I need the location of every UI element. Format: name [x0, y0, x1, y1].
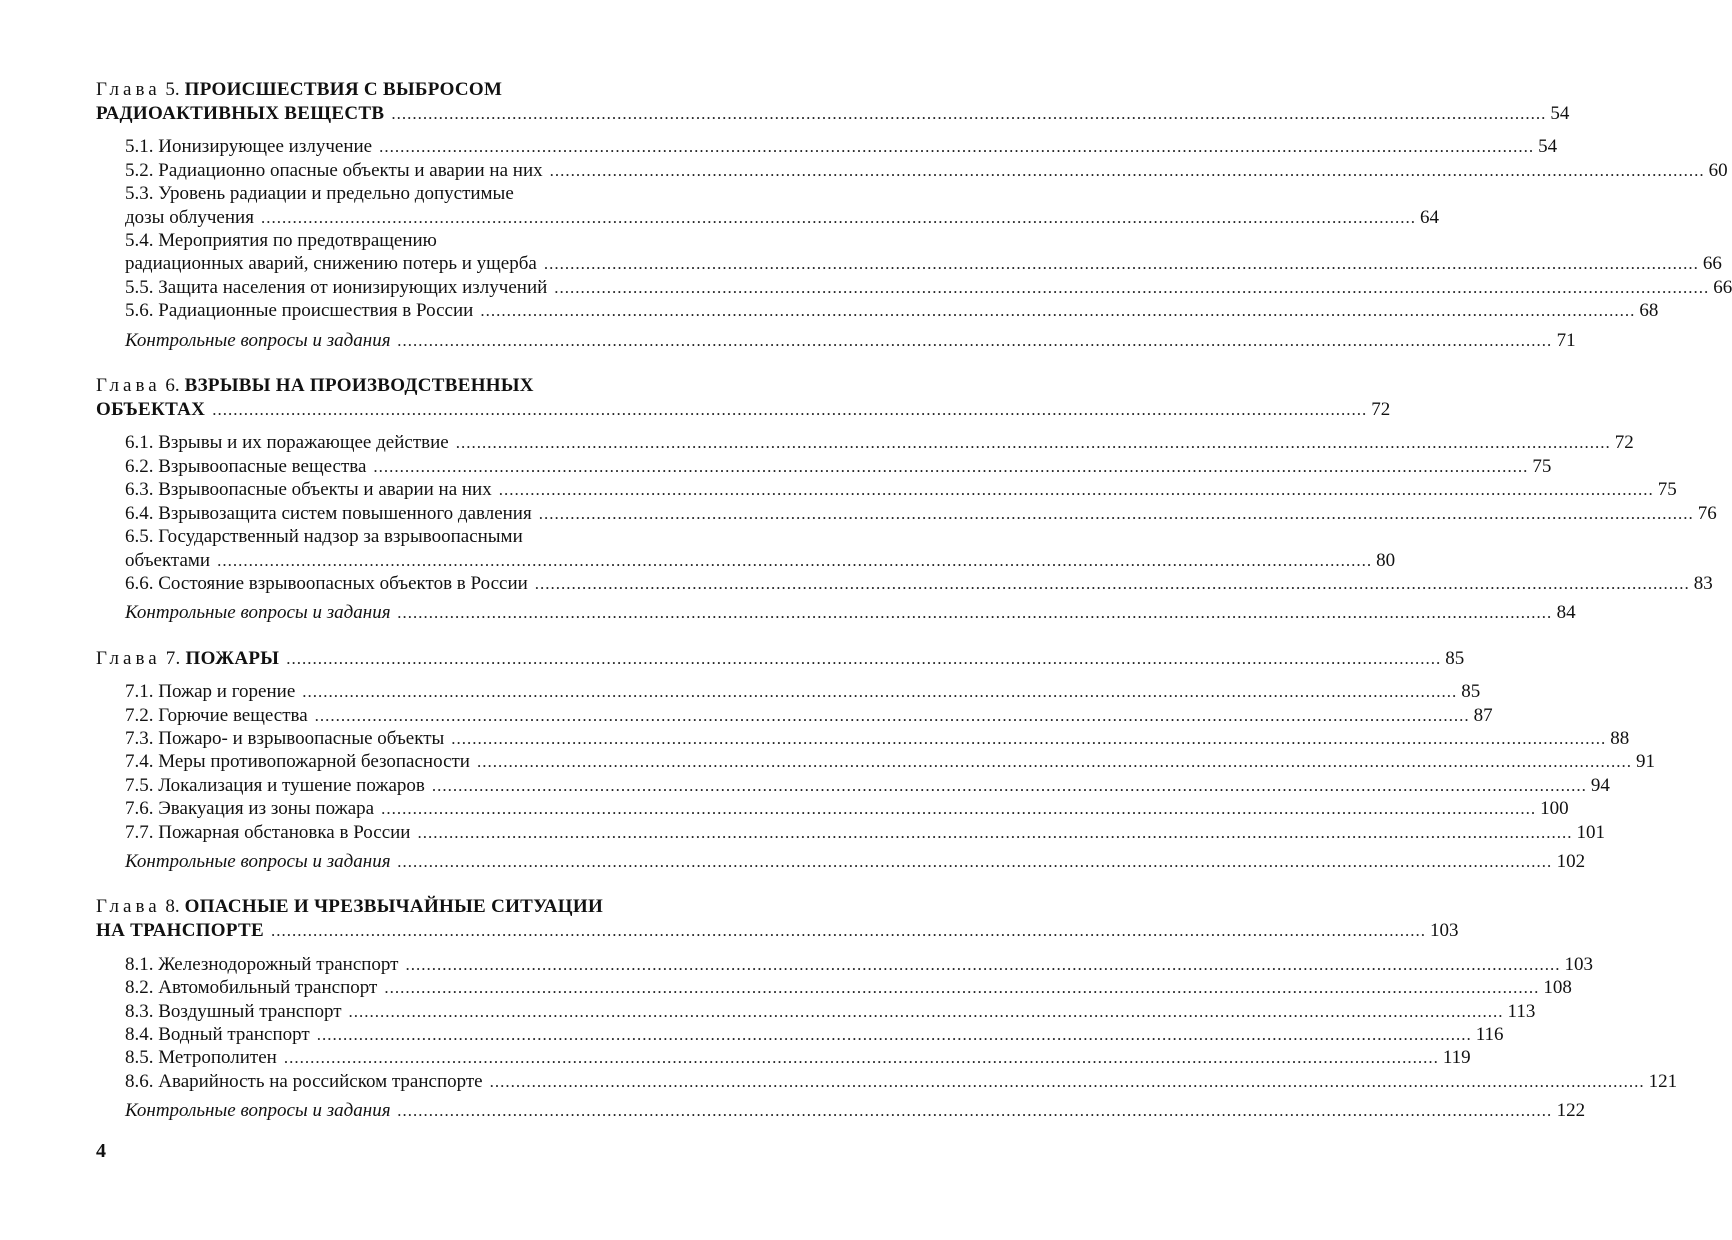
chapter-entry[interactable]	[96, 919, 1459, 942]
dot-leader: ............................................................................................................................................................................................................................	[270, 921, 1426, 941]
toc-section	[96, 478, 1677, 501]
chapter-number: 8.	[165, 896, 180, 918]
toc-entry[interactable]	[125, 431, 1634, 454]
toc-entry-title: 8.4. Водный транспорт	[125, 1024, 310, 1045]
chapter-heading-line	[96, 78, 726, 102]
questions-entry[interactable]	[96, 601, 1576, 624]
dot-leader: ............................................................................................................................................................................................................................	[381, 799, 1537, 819]
toc-entry-page: 108	[1543, 977, 1572, 999]
chapter-title: ПОЖАРЫ	[185, 647, 280, 669]
toc-entry[interactable]	[125, 159, 1728, 182]
chapter-entry[interactable]	[96, 647, 1465, 670]
toc-entry-title: радиационных аварий, снижению потерь и ущерба	[125, 253, 537, 275]
chapter-title: ОПАСНЫЕ И ЧРЕЗВЫЧАЙНЫЕ СИТУАЦИИ	[184, 896, 604, 918]
toc-section	[96, 1046, 1471, 1069]
dot-leader: ............................................................................................................................................................................................................................	[534, 573, 1690, 593]
dot-leader: ............................................................................................................................................................................................................................	[476, 752, 1632, 772]
toc-entry-page: 66	[1702, 253, 1722, 275]
toc-entry[interactable]	[125, 276, 1732, 299]
toc-entry-title: 6.6. Состояние взрывоопасных объектов в России	[125, 572, 528, 594]
toc-entry-page: 85	[1461, 681, 1481, 703]
toc-entry-title: 7.4. Меры противопожарной безопасности	[125, 751, 470, 773]
chapter-heading	[96, 895, 1459, 942]
toc-entry-title: 5.6. Радиационные происшествия в России	[125, 300, 474, 322]
chapter-7	[96, 647, 1655, 874]
toc-entry-page: 60	[1708, 159, 1728, 181]
toc-entry[interactable]	[125, 455, 1552, 478]
dot-leader: ............................................................................................................................................................................................................................	[316, 1025, 1472, 1044]
chapter-entry[interactable]	[96, 398, 1391, 421]
toc-entry[interactable]	[125, 774, 1610, 797]
toc-entry-title: 6.1. Взрывы и их поражающее действие	[125, 432, 449, 454]
toc-entry[interactable]	[125, 549, 1396, 572]
chapter-number: 6.	[165, 375, 180, 397]
toc-section	[96, 953, 1593, 976]
toc-entry-title: 6.3. Взрывоопасные объекты и аварии на них	[125, 479, 492, 501]
chapter-entry[interactable]	[96, 102, 1570, 125]
toc-section	[96, 455, 1552, 478]
toc-entry-page: 68	[1639, 300, 1659, 322]
toc-entry[interactable]	[125, 797, 1569, 820]
toc-entry[interactable]	[125, 299, 1659, 322]
dot-leader: ............................................................................................................................................................................................................................	[397, 330, 1553, 350]
chapter-heading-line	[96, 374, 726, 398]
dot-leader: ............................................................................................................................................................................................................................	[379, 137, 1535, 157]
chapter-entry-page: 103	[1429, 920, 1459, 942]
questions-entry[interactable]	[96, 329, 1576, 352]
chapter-8	[96, 895, 1678, 1122]
chapter-5	[96, 78, 1732, 352]
toc-entry[interactable]	[125, 704, 1493, 727]
dot-leader: ............................................................................................................................................................................................................................	[348, 1001, 1504, 1021]
page-number: 4	[96, 1140, 106, 1162]
toc-entry[interactable]	[125, 750, 1655, 773]
dot-leader: ............................................................................................................................................................................................................................	[538, 503, 1694, 523]
dot-leader: ............................................................................................................................................................................................................................	[480, 301, 1636, 321]
toc-entry-title: 8.6. Аварийность на российском транспорте	[125, 1070, 483, 1092]
toc-entry-page: 100	[1540, 798, 1569, 820]
toc-entry-title: 5.1. Ионизирующее излучение	[125, 136, 373, 158]
dot-leader: ............................................................................................................................................................................................................................	[554, 277, 1710, 297]
toc-entry-page: 91	[1635, 751, 1655, 773]
toc-entry[interactable]	[125, 821, 1605, 844]
questions-entry-title: Контрольные вопросы и задания	[125, 850, 391, 872]
toc-entry-title: 8.1. Железнодорожный транспорт	[125, 953, 399, 975]
toc-entry-page: 113	[1507, 1000, 1536, 1022]
chapter-6	[96, 374, 1717, 625]
toc-section	[96, 976, 1572, 999]
toc-entry-page: 66	[1713, 276, 1732, 298]
chapter-heading-line	[96, 895, 726, 919]
chapter-label: Глава	[96, 647, 161, 669]
toc-entry[interactable]	[125, 976, 1572, 999]
dot-leader: ............................................................................................................................................................................................................................	[431, 775, 1587, 795]
dot-leader: ............................................................................................................................................................................................................................	[314, 705, 1470, 725]
toc-entry-title: 7.1. Пожар и горение	[125, 681, 296, 703]
questions-entry-page: 102	[1556, 850, 1586, 872]
chapter-title: ВЗРЫВЫ НА ПРОИЗВОДСТВЕННЫХ	[184, 375, 534, 397]
dot-leader: ............................................................................................................................................................................................................................	[549, 160, 1705, 180]
toc-entry-title: 5.5. Защита населения от ионизирующих излучений	[125, 276, 548, 298]
dot-leader: ............................................................................................................................................................................................................................	[405, 954, 1561, 974]
toc-section	[96, 502, 1717, 525]
questions-entry[interactable]	[96, 850, 1586, 873]
toc-entry-title: 6.4. Взрывозащита систем повышенного давления	[125, 502, 532, 524]
toc-entry-title: 8.3. Воздушный транспорт	[125, 1000, 342, 1022]
toc-section	[96, 299, 1659, 322]
toc-entry[interactable]	[125, 953, 1593, 976]
toc-section	[96, 704, 1493, 727]
questions-entry-title: Контрольные вопросы и задания	[125, 329, 391, 351]
toc-entry-page: 101	[1576, 821, 1605, 843]
dot-leader: ............................................................................................................................................................................................................................	[543, 254, 1699, 274]
questions-entry-title: Контрольные вопросы и задания	[125, 1100, 391, 1122]
toc-entry-title: 7.6. Эвакуация из зоны пожара	[125, 798, 375, 820]
table-of-contents	[96, 78, 1732, 1145]
chapter-entry-title	[96, 647, 279, 670]
dot-leader: ............................................................................................................................................................................................................................	[302, 682, 1458, 702]
chapter-number: 5.	[165, 79, 180, 100]
chapter-entry-title: ОБЪЕКТАХ	[96, 399, 206, 421]
questions-entry[interactable]	[96, 1099, 1586, 1122]
toc-entry[interactable]	[125, 478, 1677, 501]
toc-entry[interactable]	[125, 206, 1439, 229]
questions-entry-page: 71	[1556, 329, 1576, 351]
dot-leader: ............................................................................................................................................................................................................................	[373, 456, 1529, 476]
chapter-entry-title: НА ТРАНСПОРТЕ	[96, 920, 264, 942]
toc-entry-line: 6.5. Государственный надзор за взрывоопасными	[125, 526, 523, 548]
toc-entry-page: 64	[1419, 206, 1439, 228]
toc-entry-page: 119	[1442, 1047, 1471, 1069]
toc-entry[interactable]	[125, 502, 1717, 525]
dot-leader: ............................................................................................................................................................................................................................	[417, 822, 1573, 842]
dot-leader: ............................................................................................................................................................................................................................	[212, 400, 1368, 420]
dot-leader: ............................................................................................................................................................................................................................	[283, 1048, 1439, 1068]
toc-entry-page: 94	[1590, 774, 1610, 796]
toc-section	[96, 572, 1713, 595]
dot-leader: ............................................................................................................................................................................................................................	[397, 851, 1553, 871]
toc-section	[96, 750, 1655, 773]
chapter-entry-page: 85	[1445, 647, 1465, 669]
chapter-heading	[96, 374, 1391, 421]
chapter-entry-page: 54	[1550, 103, 1570, 124]
dot-leader: ............................................................................................................................................................................................................................	[489, 1071, 1645, 1091]
toc-entry-page: 116	[1475, 1024, 1504, 1045]
toc-entry-page: 103	[1564, 953, 1593, 975]
toc-entry-line: 5.4. Мероприятия по предотвращению	[125, 230, 437, 252]
toc-entry[interactable]	[125, 727, 1630, 750]
toc-entry-title: 7.5. Локализация и тушение пожаров	[125, 774, 425, 796]
dot-leader: ............................................................................................................................................................................................................................	[498, 480, 1654, 500]
chapter-label: Глава	[96, 79, 161, 100]
toc-entry-page: 88	[1610, 727, 1630, 749]
toc-entry-title: объектами	[125, 549, 211, 571]
chapter-entry-title: РАДИОАКТИВНЫХ ВЕЩЕСТВ	[96, 103, 385, 124]
toc-section	[96, 821, 1605, 844]
toc-entry[interactable]	[125, 1046, 1471, 1069]
dot-leader: ............................................................................................................................................................................................................................	[397, 1101, 1553, 1121]
chapter-number: 7.	[165, 647, 181, 669]
dot-leader: ............................................................................................................................................................................................................................	[384, 978, 1540, 998]
toc-section	[96, 680, 1481, 703]
toc-section	[96, 229, 1722, 276]
toc-entry-title: дозы облучения	[125, 206, 254, 228]
toc-entry[interactable]	[125, 680, 1481, 703]
toc-entry-title: 7.7. Пожарная обстановка в России	[125, 821, 411, 843]
toc-section	[96, 525, 1396, 572]
dot-leader: ............................................................................................................................................................................................................................	[217, 550, 1373, 570]
chapter-title: ПРОИСШЕСТВИЯ С ВЫБРОСОМ	[184, 79, 503, 100]
chapter-entry-page: 72	[1371, 399, 1391, 421]
dot-leader: ............................................................................................................................................................................................................................	[260, 207, 1416, 227]
toc-section	[96, 1000, 1536, 1023]
chapter-label: Глава	[96, 375, 161, 397]
toc-section	[96, 182, 1439, 229]
toc-entry-page: 87	[1473, 704, 1493, 726]
questions-entry-page: 122	[1556, 1100, 1586, 1122]
toc-section	[96, 797, 1569, 820]
toc-entry-title: 6.2. Взрывоопасные вещества	[125, 455, 367, 477]
dot-leader: ............................................................................................................................................................................................................................	[397, 603, 1553, 623]
toc-entry[interactable]	[125, 572, 1713, 595]
toc-entry-page: 75	[1532, 455, 1552, 477]
toc-entry-title: 7.3. Пожаро- и взрывоопасные объекты	[125, 727, 445, 749]
toc-entry-page: 54	[1538, 136, 1558, 158]
questions-entry-title: Контрольные вопросы и задания	[125, 602, 391, 624]
dot-leader: ............................................................................................................................................................................................................................	[391, 104, 1547, 123]
toc-section	[96, 774, 1610, 797]
toc-section	[96, 276, 1732, 299]
toc-entry-page: 83	[1693, 572, 1713, 594]
toc-section	[96, 135, 1558, 158]
toc-entry[interactable]	[125, 1023, 1504, 1046]
toc-entry-page: 72	[1614, 432, 1634, 454]
toc-section	[96, 431, 1634, 454]
toc-section	[96, 1023, 1504, 1046]
toc-entry-page: 121	[1648, 1070, 1678, 1092]
toc-entry[interactable]	[125, 1000, 1536, 1023]
toc-section	[96, 1070, 1678, 1093]
chapter-label: Глава	[96, 896, 161, 918]
chapter-heading	[96, 78, 1570, 125]
dot-leader: ............................................................................................................................................................................................................................	[286, 648, 1442, 668]
toc-entry-page: 75	[1657, 479, 1677, 501]
toc-entry-line: 5.3. Уровень радиации и предельно допустимые	[125, 183, 514, 205]
chapter-heading	[96, 647, 1465, 670]
toc-section	[96, 159, 1728, 182]
toc-entry[interactable]	[125, 135, 1558, 158]
toc-entry-title: 8.2. Автомобильный транспорт	[125, 977, 378, 999]
toc-entry-page: 80	[1376, 549, 1396, 571]
toc-entry[interactable]	[125, 252, 1722, 275]
toc-entry[interactable]	[125, 1070, 1678, 1093]
dot-leader: ............................................................................................................................................................................................................................	[455, 433, 1611, 453]
toc-section	[96, 727, 1630, 750]
toc-entry-title: 5.2. Радиационно опасные объекты и аварии на них	[125, 159, 543, 181]
toc-entry-title: 7.2. Горючие вещества	[125, 704, 308, 726]
dot-leader: ............................................................................................................................................................................................................................	[451, 728, 1607, 748]
toc-entry-page: 76	[1697, 502, 1717, 524]
toc-entry-title: 8.5. Метрополитен	[125, 1047, 277, 1069]
questions-entry-page: 84	[1556, 602, 1576, 624]
